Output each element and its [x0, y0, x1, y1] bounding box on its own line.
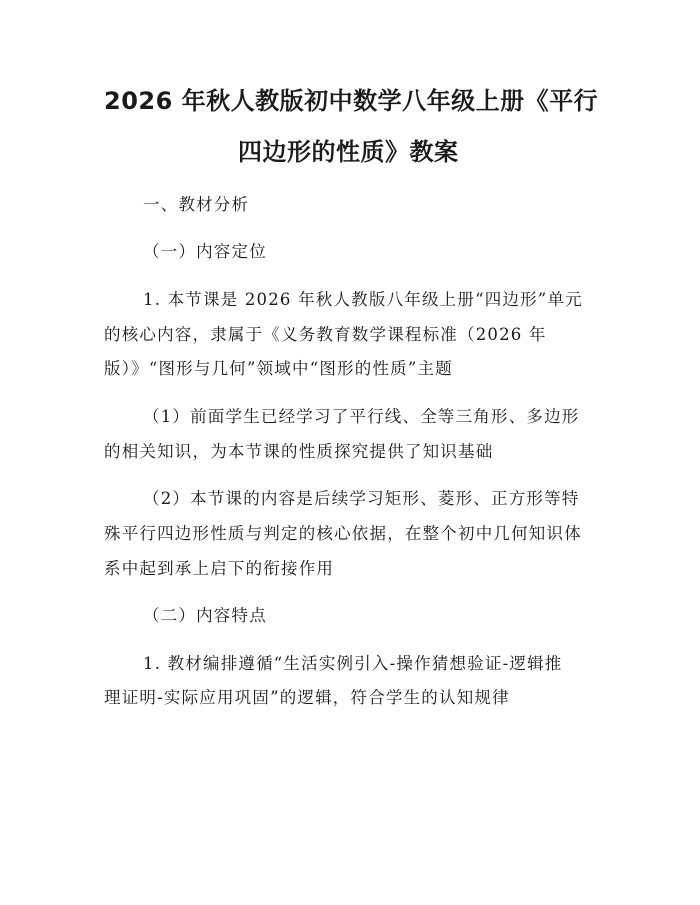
item-2-line-1: 1. 教材编排遵循“生活实例引入-操作猜想验证-逻辑推	[143, 654, 563, 673]
item-1-line-2: 的核心内容，隶属于《义务教育数学课程标准（2026 年	[104, 325, 547, 344]
point-2-line-1: （2）本节课的内容是后续学习矩形、菱形、正方形等特	[143, 489, 580, 508]
item-2-line-2: 理证明-实际应用巩固”的逻辑，符合学生的认知规律	[104, 688, 510, 707]
point-1-line-1: （1）前面学生已经学习了平行线、全等三角形、多边形	[143, 407, 580, 426]
point-2-line-3: 系中起到承上启下的衔接作用	[104, 559, 335, 578]
point-1-line-2: 的相关知识，为本节课的性质探究提供了知识基础	[104, 442, 494, 461]
document-title-line-2: 四边形的性质》教案	[238, 138, 459, 166]
subsection-heading-content-position: （一）内容定位	[143, 242, 267, 261]
item-1-line-3: 版）》“图形与几何”领域中“图形的性质”主题	[104, 359, 453, 378]
section-heading: 一、教材分析	[143, 195, 250, 214]
subsection-heading-content-features: （二）内容特点	[143, 606, 267, 625]
point-2-line-2: 殊平行四边形性质与判定的核心依据，在整个初中几何知识体	[104, 524, 582, 543]
item-1-line-1: 1. 本节课是 2026 年秋人教版八年级上册“四边形”单元	[143, 290, 583, 309]
document-title-line-1: 2026 年秋人教版初中数学八年级上册《平行	[104, 87, 599, 115]
